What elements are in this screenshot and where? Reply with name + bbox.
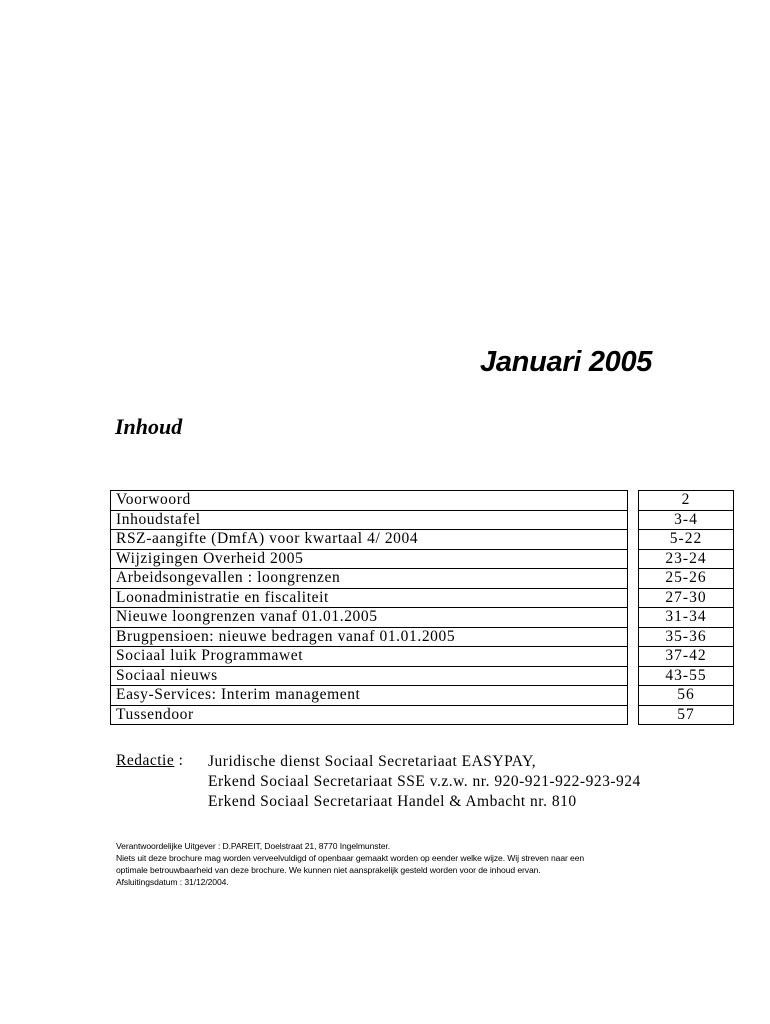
toc-entry-title: Sociaal nieuws: [111, 667, 627, 687]
toc-entry-title: Inhoudstafel: [111, 511, 627, 531]
toc-entry-title: Sociaal luik Programmawet: [111, 647, 627, 667]
footer-disclaimer: [116, 840, 716, 888]
editorial-line: Erkend Sociaal Secretariaat SSE v.z.w. nr. 920-921-922-923-924: [208, 773, 641, 790]
toc-entry-title: Brugpensioen: nieuwe bedragen vanaf 01.01.2005: [111, 628, 627, 648]
toc-entry-title: Easy-Services: Interim management: [111, 686, 627, 706]
toc-entry-pages: 43-55: [639, 667, 733, 687]
toc-entry-title: Arbeidsongevallen : loongrenzen: [111, 569, 627, 589]
toc-entry-pages: 56: [639, 686, 733, 706]
editorial-label: Redactie: [116, 752, 175, 769]
editorial-line: Erkend Sociaal Secretariaat Handel & Ambacht nr. 810: [208, 793, 577, 810]
footer-copyright-line: Niets uit deze brochure mag worden verveelvuldigd of openbaar gemaakt worden op eender welke wijze. Wij streven naar een: [116, 853, 585, 863]
toc-pages-column: [638, 490, 734, 725]
toc-entry-pages: 2: [639, 491, 733, 511]
toc-entry-pages: 37-42: [639, 647, 733, 667]
toc-entry-pages: 23-24: [639, 550, 733, 570]
toc-entry-pages: 35-36: [639, 628, 733, 648]
footer-closing-date: Afsluitingsdatum : 31/12/2004.: [116, 877, 229, 887]
toc-entry-title: Loonadministratie en fiscaliteit: [111, 589, 627, 609]
toc-entry-pages: 5-22: [639, 530, 733, 550]
toc-titles-column: [110, 490, 628, 725]
toc-entry-pages: 27-30: [639, 589, 733, 609]
toc-entry-title: Nieuwe loongrenzen vanaf 01.01.2005: [111, 608, 627, 628]
toc-entry-pages: 3-4: [639, 511, 733, 531]
toc-entry-title: RSZ-aangifte (DmfA) voor kwartaal 4/ 2004: [111, 530, 627, 550]
footer-liability-line: optimale betrouwbaarheid van deze brochure. We kunnen niet aansprakelijk gesteld worden voor de inhoud ervan.: [116, 865, 541, 875]
editorial-line: Juridische dienst Sociaal Secretariaat EASYPAY,: [208, 753, 537, 770]
toc-entry-pages: 25-26: [639, 569, 733, 589]
toc-entry-title: Tussendoor: [116, 705, 194, 723]
editorial-label-wrap: [116, 752, 183, 770]
section-heading: Inhoud: [115, 414, 183, 439]
editorial-lines: [208, 752, 641, 812]
toc-entry-pages: 57: [677, 705, 695, 723]
toc-entry-title: Voorwoord: [111, 491, 627, 511]
page-title: Januari 2005: [480, 346, 653, 378]
toc-entry-title: Wijzigingen Overheid 2005: [111, 550, 627, 570]
footer-publisher: Verantwoordelijke Uitgever : D.PAREIT, Doelstraat 21, 8770 Ingelmunster.: [116, 841, 390, 851]
editorial-separator: :: [174, 752, 184, 769]
toc-entry-pages: 31-34: [639, 608, 733, 628]
